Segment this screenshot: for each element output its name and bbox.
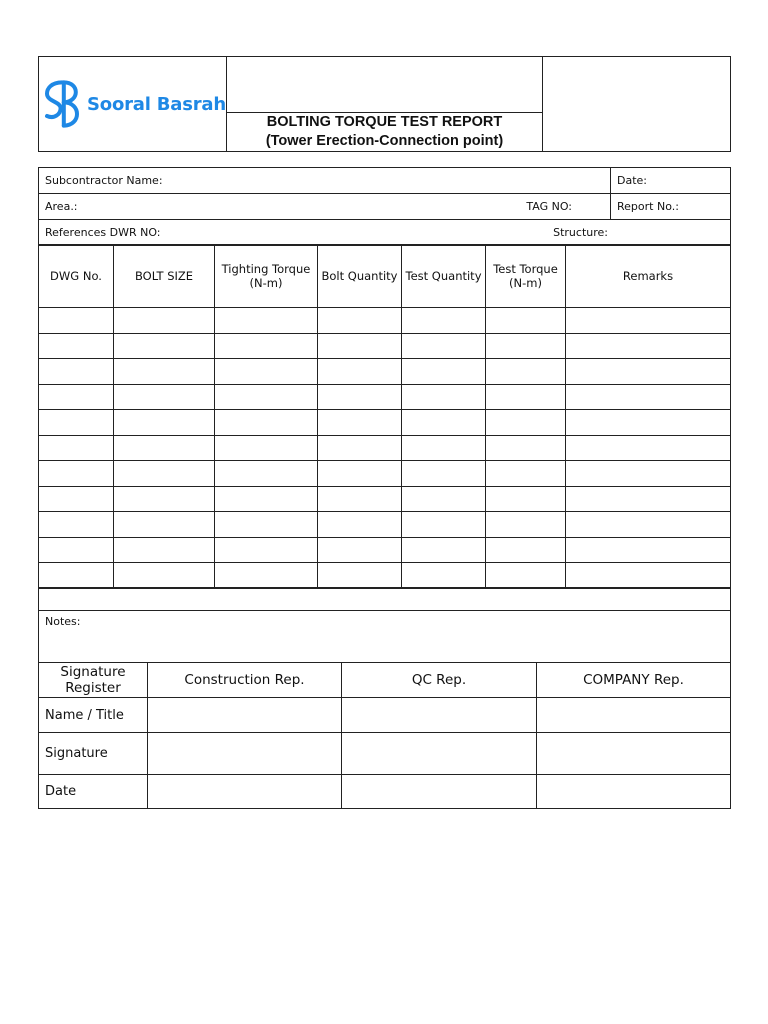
table-row xyxy=(39,410,731,436)
tightening-torque-cell[interactable] xyxy=(215,486,318,512)
area-label: Area.: xyxy=(45,200,78,213)
table-header-row xyxy=(39,245,731,308)
dwg-no-cell[interactable] xyxy=(39,410,114,436)
tag-no-label: TAG NO: xyxy=(526,200,572,213)
bolt-size-cell[interactable] xyxy=(114,359,215,385)
remarks-cell[interactable] xyxy=(566,563,731,589)
date-label: Date: xyxy=(617,174,647,187)
bolt-size-cell[interactable] xyxy=(114,308,215,334)
table-row xyxy=(39,461,731,487)
remarks-cell[interactable] xyxy=(566,410,731,436)
remarks-cell[interactable] xyxy=(566,308,731,334)
test-torque-cell[interactable] xyxy=(486,359,566,385)
report-title-line2: (Tower Erection-Connection point) xyxy=(265,133,504,149)
test-torque-cell[interactable] xyxy=(486,333,566,359)
bolt-quantity-cell[interactable] xyxy=(318,512,402,538)
notes-label: Notes: xyxy=(45,615,81,628)
bolt-quantity-cell[interactable] xyxy=(318,486,402,512)
test-quantity-cell[interactable] xyxy=(402,461,486,487)
bolt-quantity-cell[interactable] xyxy=(318,563,402,589)
sb-logo-icon xyxy=(43,71,83,137)
bolt-size-cell[interactable] xyxy=(114,563,215,589)
test-quantity-cell[interactable] xyxy=(402,435,486,461)
test-torque-cell[interactable] xyxy=(486,486,566,512)
table-row xyxy=(39,308,731,334)
tightening-torque-cell[interactable] xyxy=(215,512,318,538)
test-torque-cell[interactable] xyxy=(486,308,566,334)
test-torque-cell[interactable] xyxy=(486,537,566,563)
company-name: Sooral Basrah xyxy=(87,93,226,115)
dwg-no-cell[interactable] xyxy=(39,486,114,512)
report-title xyxy=(227,113,543,152)
test-quantity-cell[interactable] xyxy=(402,486,486,512)
test-quantity-cell[interactable] xyxy=(402,384,486,410)
date-row-label: Date xyxy=(39,775,148,809)
notes-table xyxy=(38,587,731,663)
table-row xyxy=(39,512,731,538)
test-quantity-cell[interactable] xyxy=(402,333,486,359)
remarks-cell[interactable] xyxy=(566,537,731,563)
test-quantity-cell[interactable] xyxy=(402,512,486,538)
dwg-no-cell[interactable] xyxy=(39,384,114,410)
dwg-no-cell[interactable] xyxy=(39,512,114,538)
tightening-torque-cell[interactable] xyxy=(215,410,318,436)
qc-date-cell[interactable] xyxy=(342,775,537,809)
company-name-cell[interactable] xyxy=(537,698,731,733)
bolt-size-cell[interactable] xyxy=(114,435,215,461)
table-row xyxy=(39,486,731,512)
dwg-no-column-header: DWG No. xyxy=(39,245,114,308)
remarks-cell[interactable] xyxy=(566,461,731,487)
remarks-column-header: Remarks xyxy=(566,245,731,308)
area-field[interactable] xyxy=(39,194,611,220)
table-row xyxy=(39,359,731,385)
test-quantity-cell[interactable] xyxy=(402,563,486,589)
report-no-field[interactable] xyxy=(611,194,731,220)
bolt-size-cell[interactable] xyxy=(114,461,215,487)
dwg-no-cell[interactable] xyxy=(39,308,114,334)
test-torque-cell[interactable] xyxy=(486,461,566,487)
remarks-cell[interactable] xyxy=(566,435,731,461)
test-torque-column-header: Test Torque (N-m) xyxy=(486,245,566,308)
dwg-no-cell[interactable] xyxy=(39,537,114,563)
date-field[interactable] xyxy=(611,168,731,194)
table-row xyxy=(39,333,731,359)
subcontractor-label: Subcontractor Name: xyxy=(45,174,163,187)
test-torque-cell[interactable] xyxy=(486,512,566,538)
remarks-cell[interactable] xyxy=(566,512,731,538)
tightening-torque-cell[interactable] xyxy=(215,384,318,410)
dwg-no-cell[interactable] xyxy=(39,435,114,461)
table-row xyxy=(39,537,731,563)
references-label: References DWR NO: xyxy=(45,226,161,239)
company-rep-header: COMPANY Rep. xyxy=(537,663,731,698)
signature-register-header: Signature Register xyxy=(39,663,148,698)
construction-rep-header: Construction Rep. xyxy=(148,663,342,698)
table-row xyxy=(39,435,731,461)
qc-rep-header: QC Rep. xyxy=(342,663,537,698)
bolt-quantity-cell[interactable] xyxy=(318,461,402,487)
header-right-cell xyxy=(543,57,731,152)
notes-spacer-row xyxy=(39,588,731,611)
name-title-label: Name / Title xyxy=(39,698,148,733)
remarks-cell[interactable] xyxy=(566,359,731,385)
dwg-no-cell[interactable] xyxy=(39,563,114,589)
bolt-quantity-cell[interactable] xyxy=(318,333,402,359)
test-torque-cell[interactable] xyxy=(486,563,566,589)
dwg-no-cell[interactable] xyxy=(39,359,114,385)
tightening-torque-cell[interactable] xyxy=(215,537,318,563)
tightening-torque-cell[interactable] xyxy=(215,308,318,334)
test-torque-cell[interactable] xyxy=(486,410,566,436)
tightening-torque-cell[interactable] xyxy=(215,333,318,359)
report-no-label: Report No.: xyxy=(617,200,679,213)
logo-cell xyxy=(39,57,227,152)
tightening-torque-column-header: Tighting Torque (N-m) xyxy=(215,245,318,308)
test-quantity-cell[interactable] xyxy=(402,359,486,385)
remarks-cell[interactable] xyxy=(566,384,731,410)
dwg-no-cell[interactable] xyxy=(39,461,114,487)
bolt-quantity-cell[interactable] xyxy=(318,410,402,436)
bolt-quantity-cell[interactable] xyxy=(318,537,402,563)
table-row xyxy=(39,384,731,410)
test-quantity-column-header: Test Quantity xyxy=(402,245,486,308)
bolt-quantity-cell[interactable] xyxy=(318,384,402,410)
test-quantity-cell[interactable] xyxy=(402,537,486,563)
report-header xyxy=(38,56,731,152)
subcontractor-field[interactable] xyxy=(39,168,611,194)
test-quantity-cell[interactable] xyxy=(402,308,486,334)
tightening-torque-cell[interactable] xyxy=(215,563,318,589)
qc-signature-cell[interactable] xyxy=(342,733,537,775)
bolt-quantity-cell[interactable] xyxy=(318,435,402,461)
company-signature-cell[interactable] xyxy=(537,733,731,775)
bolt-size-column-header: BOLT SIZE xyxy=(114,245,215,308)
bolt-quantity-cell[interactable] xyxy=(318,359,402,385)
tightening-torque-cell[interactable] xyxy=(215,435,318,461)
tightening-torque-cell[interactable] xyxy=(215,461,318,487)
bolt-size-cell[interactable] xyxy=(114,410,215,436)
structure-label: Structure: xyxy=(553,226,608,239)
qc-name-cell[interactable] xyxy=(342,698,537,733)
bolt-size-cell[interactable] xyxy=(114,384,215,410)
torque-data-table xyxy=(38,244,731,589)
test-torque-cell[interactable] xyxy=(486,435,566,461)
company-date-cell[interactable] xyxy=(537,775,731,809)
remarks-cell[interactable] xyxy=(566,486,731,512)
table-row xyxy=(39,563,731,589)
test-quantity-cell[interactable] xyxy=(402,410,486,436)
bolt-size-cell[interactable] xyxy=(114,512,215,538)
company-logo xyxy=(39,71,226,137)
notes-field[interactable] xyxy=(39,611,731,663)
construction-name-cell[interactable] xyxy=(148,698,342,733)
remarks-cell[interactable] xyxy=(566,333,731,359)
bolt-size-cell[interactable] xyxy=(114,486,215,512)
signature-register xyxy=(38,662,731,809)
bolt-quantity-column-header: Bolt Quantity xyxy=(318,245,402,308)
signature-label: Signature xyxy=(39,733,148,775)
report-title-line1: BOLTING TORQUE TEST REPORT xyxy=(266,114,503,130)
bolt-size-cell[interactable] xyxy=(114,537,215,563)
tightening-torque-cell[interactable] xyxy=(215,359,318,385)
bolt-quantity-cell[interactable] xyxy=(318,308,402,334)
info-table xyxy=(38,167,731,246)
header-blank-cell xyxy=(227,57,543,113)
references-field[interactable] xyxy=(39,220,731,246)
dwg-no-cell[interactable] xyxy=(39,333,114,359)
construction-signature-cell[interactable] xyxy=(148,733,342,775)
test-torque-cell[interactable] xyxy=(486,384,566,410)
construction-date-cell[interactable] xyxy=(148,775,342,809)
bolt-size-cell[interactable] xyxy=(114,333,215,359)
